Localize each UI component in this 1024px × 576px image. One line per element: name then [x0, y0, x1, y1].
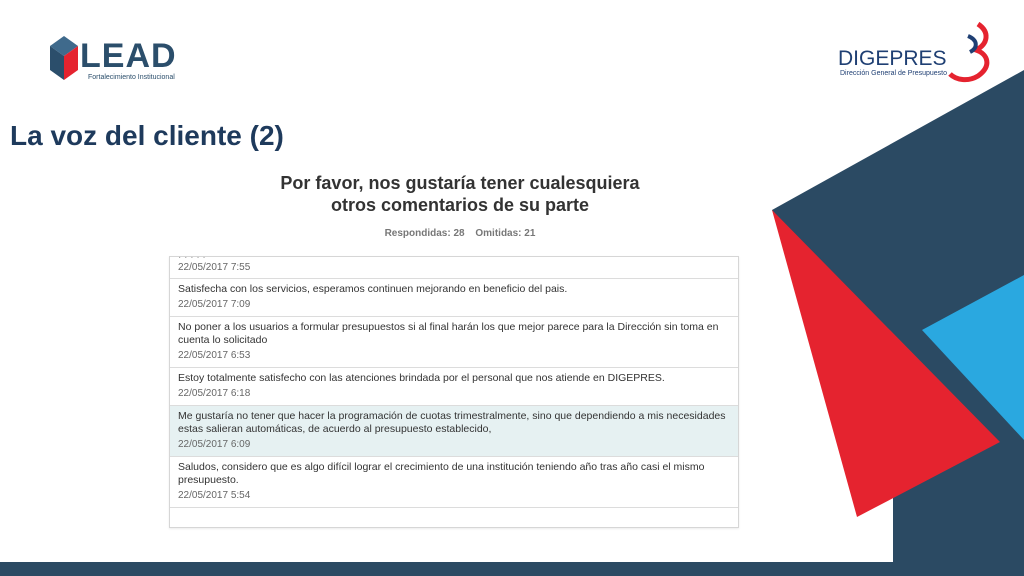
response-date: 22/05/2017 6:18 [178, 388, 251, 399]
digepres-logo [838, 22, 998, 84]
list-item [170, 279, 738, 317]
list-item [170, 253, 738, 279]
question-line-2: otros comentarios de su parte [330, 195, 590, 215]
response-text: Estoy totalmente satisfecho con las atenciones brindada por el personal que nos atiende en DIGEPRES. [178, 372, 665, 384]
answered-count: Respondidas: 28 [384, 228, 465, 239]
list-item [170, 457, 738, 508]
slide-title: La voz del cliente (2) [10, 120, 284, 151]
digepres-logo-text: DIGEPRES [838, 47, 947, 70]
question-title [200, 172, 720, 216]
response-text: Me gustaría no tener que hacer la programación de cuotas trimestralmente, sino que dependiendo a mis necesidades estas salieran automáticas, de acuerdo al presupuesto establecido, [178, 410, 726, 435]
list-item [170, 406, 738, 457]
response-text: Satisfecha con los servicios, esperamos continuen mejorando en beneficio del pais. [178, 283, 568, 295]
response-date: 22/05/2017 6:09 [178, 439, 251, 450]
responses-panel[interactable] [169, 252, 739, 528]
lead-logo-mark-icon [50, 36, 80, 82]
response-date: 22/05/2017 5:54 [178, 490, 251, 501]
list-item [170, 368, 738, 406]
truncated-text: · · · · · [178, 252, 206, 263]
response-text: Saludos, considero que es algo difícil lograr el crecimiento de una institución teniendo año tras año casi el mismo presupuesto. [178, 461, 705, 486]
lead-logo-tagline: Fortalecimiento Institucional [88, 74, 175, 81]
bottom-bar [0, 562, 1024, 576]
response-date: 22/05/2017 7:55 [178, 262, 251, 273]
response-text: No poner a los usuarios a formular presupuestos si al final harán los que mejor parece para la Dirección sin toma en cuenta lo solicitado [178, 321, 719, 346]
digepres-logo-tagline: Dirección General de Presupuesto [840, 70, 948, 77]
response-stats [200, 228, 720, 239]
question-line-1: Por favor, nos gustaría tener cualesquiera [280, 173, 640, 193]
response-date: 22/05/2017 7:09 [178, 299, 251, 310]
response-date: 22/05/2017 6:53 [178, 350, 251, 361]
skipped-count: Omitidas: 21 [475, 228, 536, 239]
list-item [170, 317, 738, 368]
lead-logo-text: LEAD [80, 37, 177, 75]
lead-logo [50, 36, 190, 86]
